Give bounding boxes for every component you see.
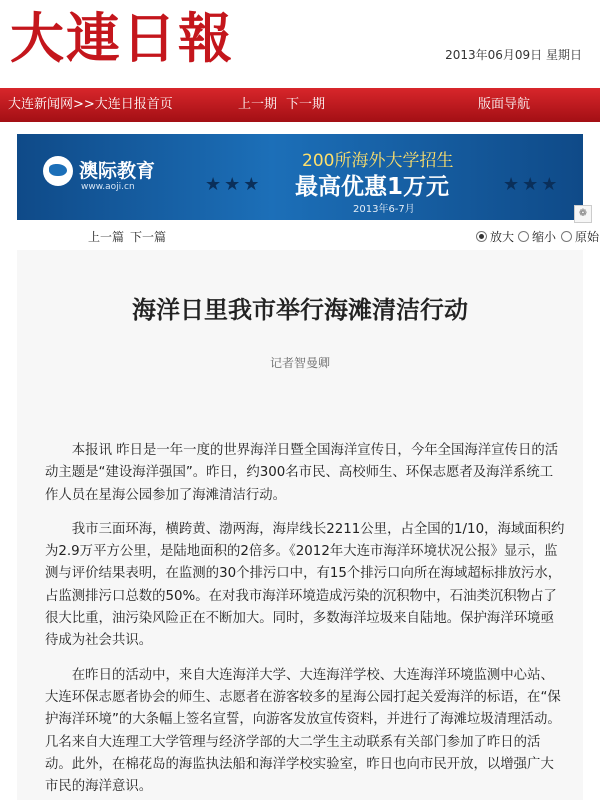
ad-offer: 最高优惠1万元 [295,174,450,200]
masthead [0,0,600,84]
article [17,250,583,800]
paw-icon[interactable]: ❁ [574,205,592,223]
ad-headline: 200所海外大学招生 [302,151,454,171]
zoom-reset-label: 原始 [575,230,600,244]
article-byline: 记者智曼卿 [269,356,330,370]
nav-bar [0,88,600,122]
prev-issue-link[interactable]: 上一期 [238,97,278,112]
aoji-logo-icon [43,156,73,186]
newspaper-logo[interactable]: 大連日報 [10,6,234,70]
article-title: 海洋日里我市举行海滩清洁行动 [132,295,468,324]
radio-icon [518,231,529,242]
article-paragraph: 我市三面环海，横跨黄、渤两海，海岸线长2211公里，占全国的1/10，海域面积约为2.9万平方公里，是陆地面积的2倍多。《2012年大连市海洋环境状况公报》显示，监测与评价结果表明，在监测的30个排污口中，有15个排污口向所在海域超标排放污水，占监测排污口总数的50%。在对我市海洋环境造成污染的沉积物中，石油类沉积物占了很大比重，油污染风险正在不断加大。同时，多数海洋垃圾来自陆地。保护海洋环境亟待成为社会共识。 [45,521,565,649]
zoom-in-label: 放大 [490,230,515,244]
ad-banner[interactable] [17,134,583,220]
page-navigation-link[interactable]: 版面导航 [478,97,531,112]
article-paragraph: 本报讯 昨日是一年一度的世界海洋日暨全国海洋宣传日，今年全国海洋宣传日的活动主题是“建设海洋强国”。昨日，约300名市民、高校师生、环保志愿者及海洋系统工作人员在星海公园参加了海滩清洁行动。 [45,443,559,503]
next-issue-link[interactable]: 下一期 [286,97,326,112]
zoom-reset-option[interactable] [561,228,599,245]
radio-icon [561,231,572,242]
ad-brand-url: www.aoji.cn [81,182,135,192]
prev-article-link[interactable]: 上一篇 [88,230,125,244]
zoom-out-label: 缩小 [532,230,557,244]
article-toolbar [0,224,600,246]
breadcrumb-link[interactable]: 大连新闻网>>大连日报首页 [8,97,173,112]
star-icon: ★★★ [205,174,263,195]
ad-brand-name: 澳际教育 [79,160,156,182]
next-article-link[interactable]: 下一篇 [130,230,167,244]
radio-checked-icon [476,231,487,242]
star-icon: ★★★ [503,174,561,195]
article-paragraph: 在昨日的活动中，来自大连海洋大学、大连海洋学校、大连海洋环境监测中心站、大连环保志愿者协会的师生、志愿者在游客较多的星海公园打起关爱海洋的标语，在“保护海洋环境”的大条幅上签名宣誓，向游客发放宣传资料，并进行了海滩垃圾清理活动。几名来自大连理工大学管理与经济学部的大二学生主动联系有关部门参加了昨日的活动。此外，在棉花岛的海监执法船和海洋学校实验室，昨日也向市民开放，以增强广大市民的海洋意识。 [45,667,561,795]
zoom-out-option[interactable] [518,228,556,245]
zoom-in-option[interactable] [476,228,514,245]
article-body [45,440,565,810]
issue-date: 2013年06月09日 星期日 [445,48,582,62]
ad-dates: 2013年6-7月 [353,204,415,215]
